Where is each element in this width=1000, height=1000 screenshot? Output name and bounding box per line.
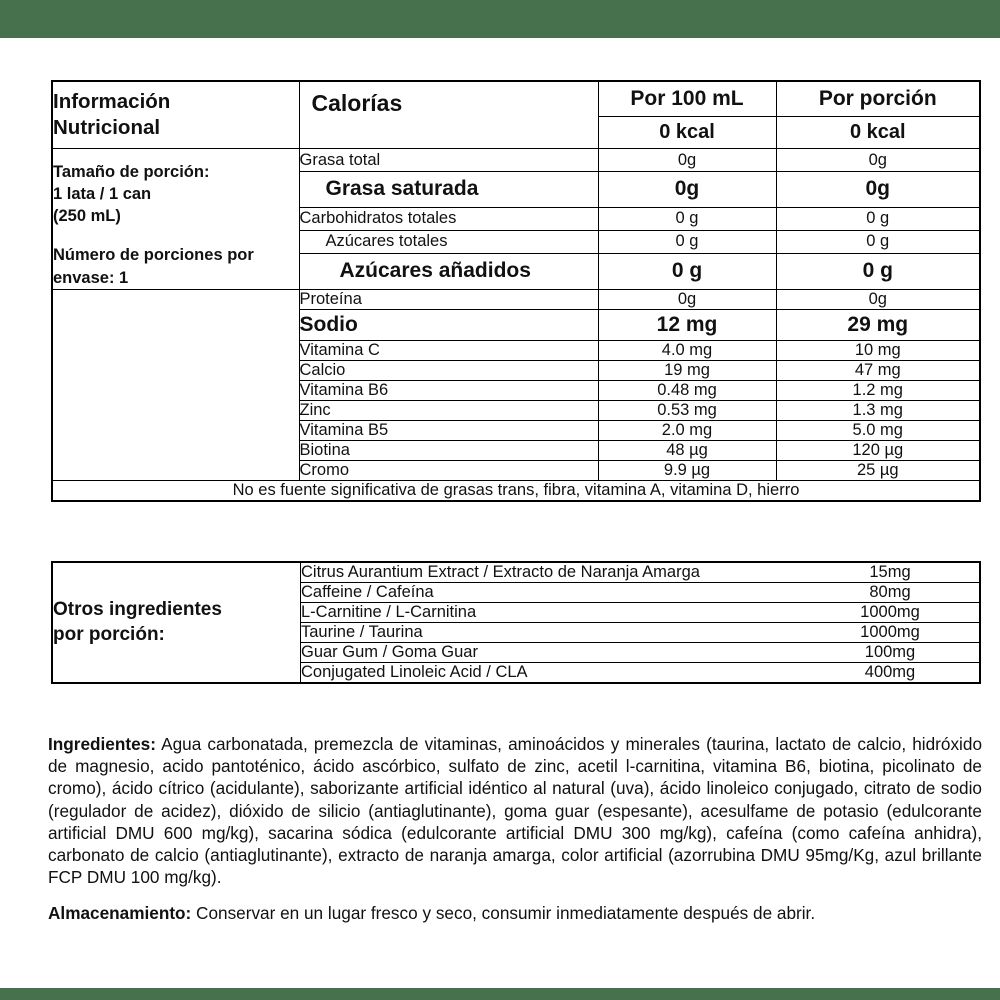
nutrient-name: Sodio — [299, 309, 598, 340]
text-blocks — [48, 733, 982, 925]
serving-info-cell — [52, 149, 299, 290]
other-ingredients-body — [52, 562, 980, 683]
other-ingredient-amount: 100mg — [801, 643, 980, 663]
info-title-line1: Información — [53, 89, 171, 113]
nutrient-name: Vitamina C — [299, 340, 598, 360]
nutrient-name: Vitamina B5 — [299, 420, 598, 440]
other-ingredients-table — [51, 561, 981, 684]
other-ingredients-label-line2: por porción: — [53, 623, 165, 645]
nutrient-per-serving: 1.3 mg — [776, 400, 980, 420]
other-ingredient-amount: 15mg — [801, 562, 980, 583]
serving-size-line3: (250 mL) — [53, 207, 121, 226]
nutrient-per-serving: 25 µg — [776, 460, 980, 480]
col-header-per-serving: Por porción — [776, 81, 980, 117]
nutrient-per-100ml: 0g — [598, 172, 776, 208]
other-ingredient-name: Guar Gum / Goma Guar — [301, 643, 802, 663]
nutrient-per-100ml: 0 g — [598, 253, 776, 289]
nutrient-per-serving: 1.2 mg — [776, 380, 980, 400]
nutrient-per-100ml: 48 µg — [598, 440, 776, 460]
ingredients-paragraph — [48, 733, 982, 888]
nutrient-per-serving: 0 g — [776, 207, 980, 230]
nutrient-per-serving: 47 mg — [776, 360, 980, 380]
table-row — [52, 149, 980, 172]
nutrient-per-serving: 0g — [776, 172, 980, 208]
nutrient-name: Carbohidratos totales — [299, 207, 598, 230]
calories-per-serving: 0 kcal — [776, 117, 980, 149]
ingredients-heading: Ingredientes: — [48, 734, 156, 754]
nutrient-per-100ml: 0 g — [598, 230, 776, 253]
servings-per-container-line1: Número de porciones por — [53, 246, 254, 265]
other-ingredients-table-wrapper — [51, 561, 981, 684]
nutrient-name: Cromo — [299, 460, 598, 480]
other-ingredient-amount: 1000mg — [801, 603, 980, 623]
nutrient-per-100ml: 0 g — [598, 207, 776, 230]
info-title-cell — [52, 81, 299, 149]
nutrition-header-row — [52, 81, 980, 117]
nutrient-per-serving: 29 mg — [776, 309, 980, 340]
serving-size-label: Tamaño de porción: — [53, 163, 210, 182]
calories-per-100ml: 0 kcal — [598, 117, 776, 149]
other-ingredient-name: Conjugated Linoleic Acid / CLA — [301, 663, 802, 684]
info-title-line2: Nutricional — [53, 116, 161, 140]
other-ingredients-label-line1: Otros ingredientes — [53, 598, 222, 620]
nutrient-per-serving: 120 µg — [776, 440, 980, 460]
nutrient-per-100ml: 0g — [598, 289, 776, 309]
nutrition-facts-table — [51, 80, 981, 502]
nutrient-name: Azúcares añadidos — [299, 253, 598, 289]
ingredients-body: Agua carbonatada, premezcla de vitaminas, aminoácidos y minerales (taurina, lactato de calcio, hidróxido de magnesio, acido pantoténico, ácido ascórbico, sulfato de zinc, acetil l-carnitina, vitamina B6, biotina, picolinato de cromo), ácido cítrico (acidulante), saborizante artificial idéntico al natural (uva), ácido linoleico conjugado, citrato de sodio (regulador de acidez), dióxido de silicio (antiaglutinante), goma guar (espesante), acesulfame de potasio (edulcorante artificial DMU 600 mg/kg), sacarina sódica (edulcorante artificial DMU 300 mg/kg), cafeína (como cafeína anhidra), carbonato de calcio (antiaglutinante), extracto de naranja amarga, color artificial (azorrubina DMU 95mg/Kg, azul brillante FCP DMU 100 mg/kg). — [48, 734, 982, 888]
other-ingredient-amount: 400mg — [801, 663, 980, 684]
storage-paragraph — [48, 902, 982, 924]
nutrition-footnote: No es fuente significativa de grasas trans, fibra, vitamina A, vitamina D, hierro — [52, 480, 980, 501]
other-ingredient-amount: 80mg — [801, 583, 980, 603]
col-header-per-100ml: Por 100 mL — [598, 81, 776, 117]
nutrient-name: Biotina — [299, 440, 598, 460]
nutrient-name: Calcio — [299, 360, 598, 380]
nutrient-name: Vitamina B6 — [299, 380, 598, 400]
other-ingredient-name: Taurine / Taurina — [301, 623, 802, 643]
nutrient-name: Azúcares totales — [299, 230, 598, 253]
nutrient-per-100ml: 4.0 mg — [598, 340, 776, 360]
nutrient-per-100ml: 0.53 mg — [598, 400, 776, 420]
other-ingredient-amount: 1000mg — [801, 623, 980, 643]
list-item — [52, 562, 980, 583]
serving-size-line2: 1 lata / 1 can — [53, 185, 152, 204]
nutrient-per-serving: 0 g — [776, 253, 980, 289]
nutrient-name: Zinc — [299, 400, 598, 420]
nutrient-per-serving: 0g — [776, 289, 980, 309]
nutrient-per-serving: 0g — [776, 149, 980, 172]
other-ingredients-label-cell — [52, 562, 301, 683]
nutrient-name: Proteína — [299, 289, 598, 309]
info-gap — [53, 227, 299, 244]
nutrition-facts-table-wrapper — [51, 80, 981, 502]
storage-body: Conservar en un lugar fresco y seco, consumir inmediatamente después de abrir. — [191, 903, 816, 924]
footnote-row — [52, 480, 980, 501]
nutrition-table-body — [52, 81, 980, 501]
servings-per-container-line2: envase: 1 — [53, 268, 129, 287]
nutrient-per-100ml: 0g — [598, 149, 776, 172]
nutrient-per-serving: 10 mg — [776, 340, 980, 360]
nutrient-per-serving: 0 g — [776, 230, 980, 253]
nutrient-per-100ml: 19 mg — [598, 360, 776, 380]
other-ingredient-name: Citrus Aurantium Extract / Extracto de Naranja Amarga — [301, 562, 802, 583]
nutrient-per-100ml: 0.48 mg — [598, 380, 776, 400]
other-ingredient-name: Caffeine / Cafeína — [301, 583, 802, 603]
storage-heading: Almacenamiento: — [48, 903, 192, 924]
nutrient-per-100ml: 2.0 mg — [598, 420, 776, 440]
nutrient-per-serving: 5.0 mg — [776, 420, 980, 440]
nutrient-name: Grasa saturada — [299, 172, 598, 208]
nutrient-per-100ml: 12 mg — [598, 309, 776, 340]
table-row — [52, 289, 980, 309]
nutrient-per-100ml: 9.9 µg — [598, 460, 776, 480]
info-spacer-cell — [52, 289, 299, 480]
nutrient-name: Grasa total — [299, 149, 598, 172]
calories-label-cell: Calorías — [299, 81, 598, 149]
other-ingredient-name: L-Carnitine / L-Carnitina — [301, 603, 802, 623]
